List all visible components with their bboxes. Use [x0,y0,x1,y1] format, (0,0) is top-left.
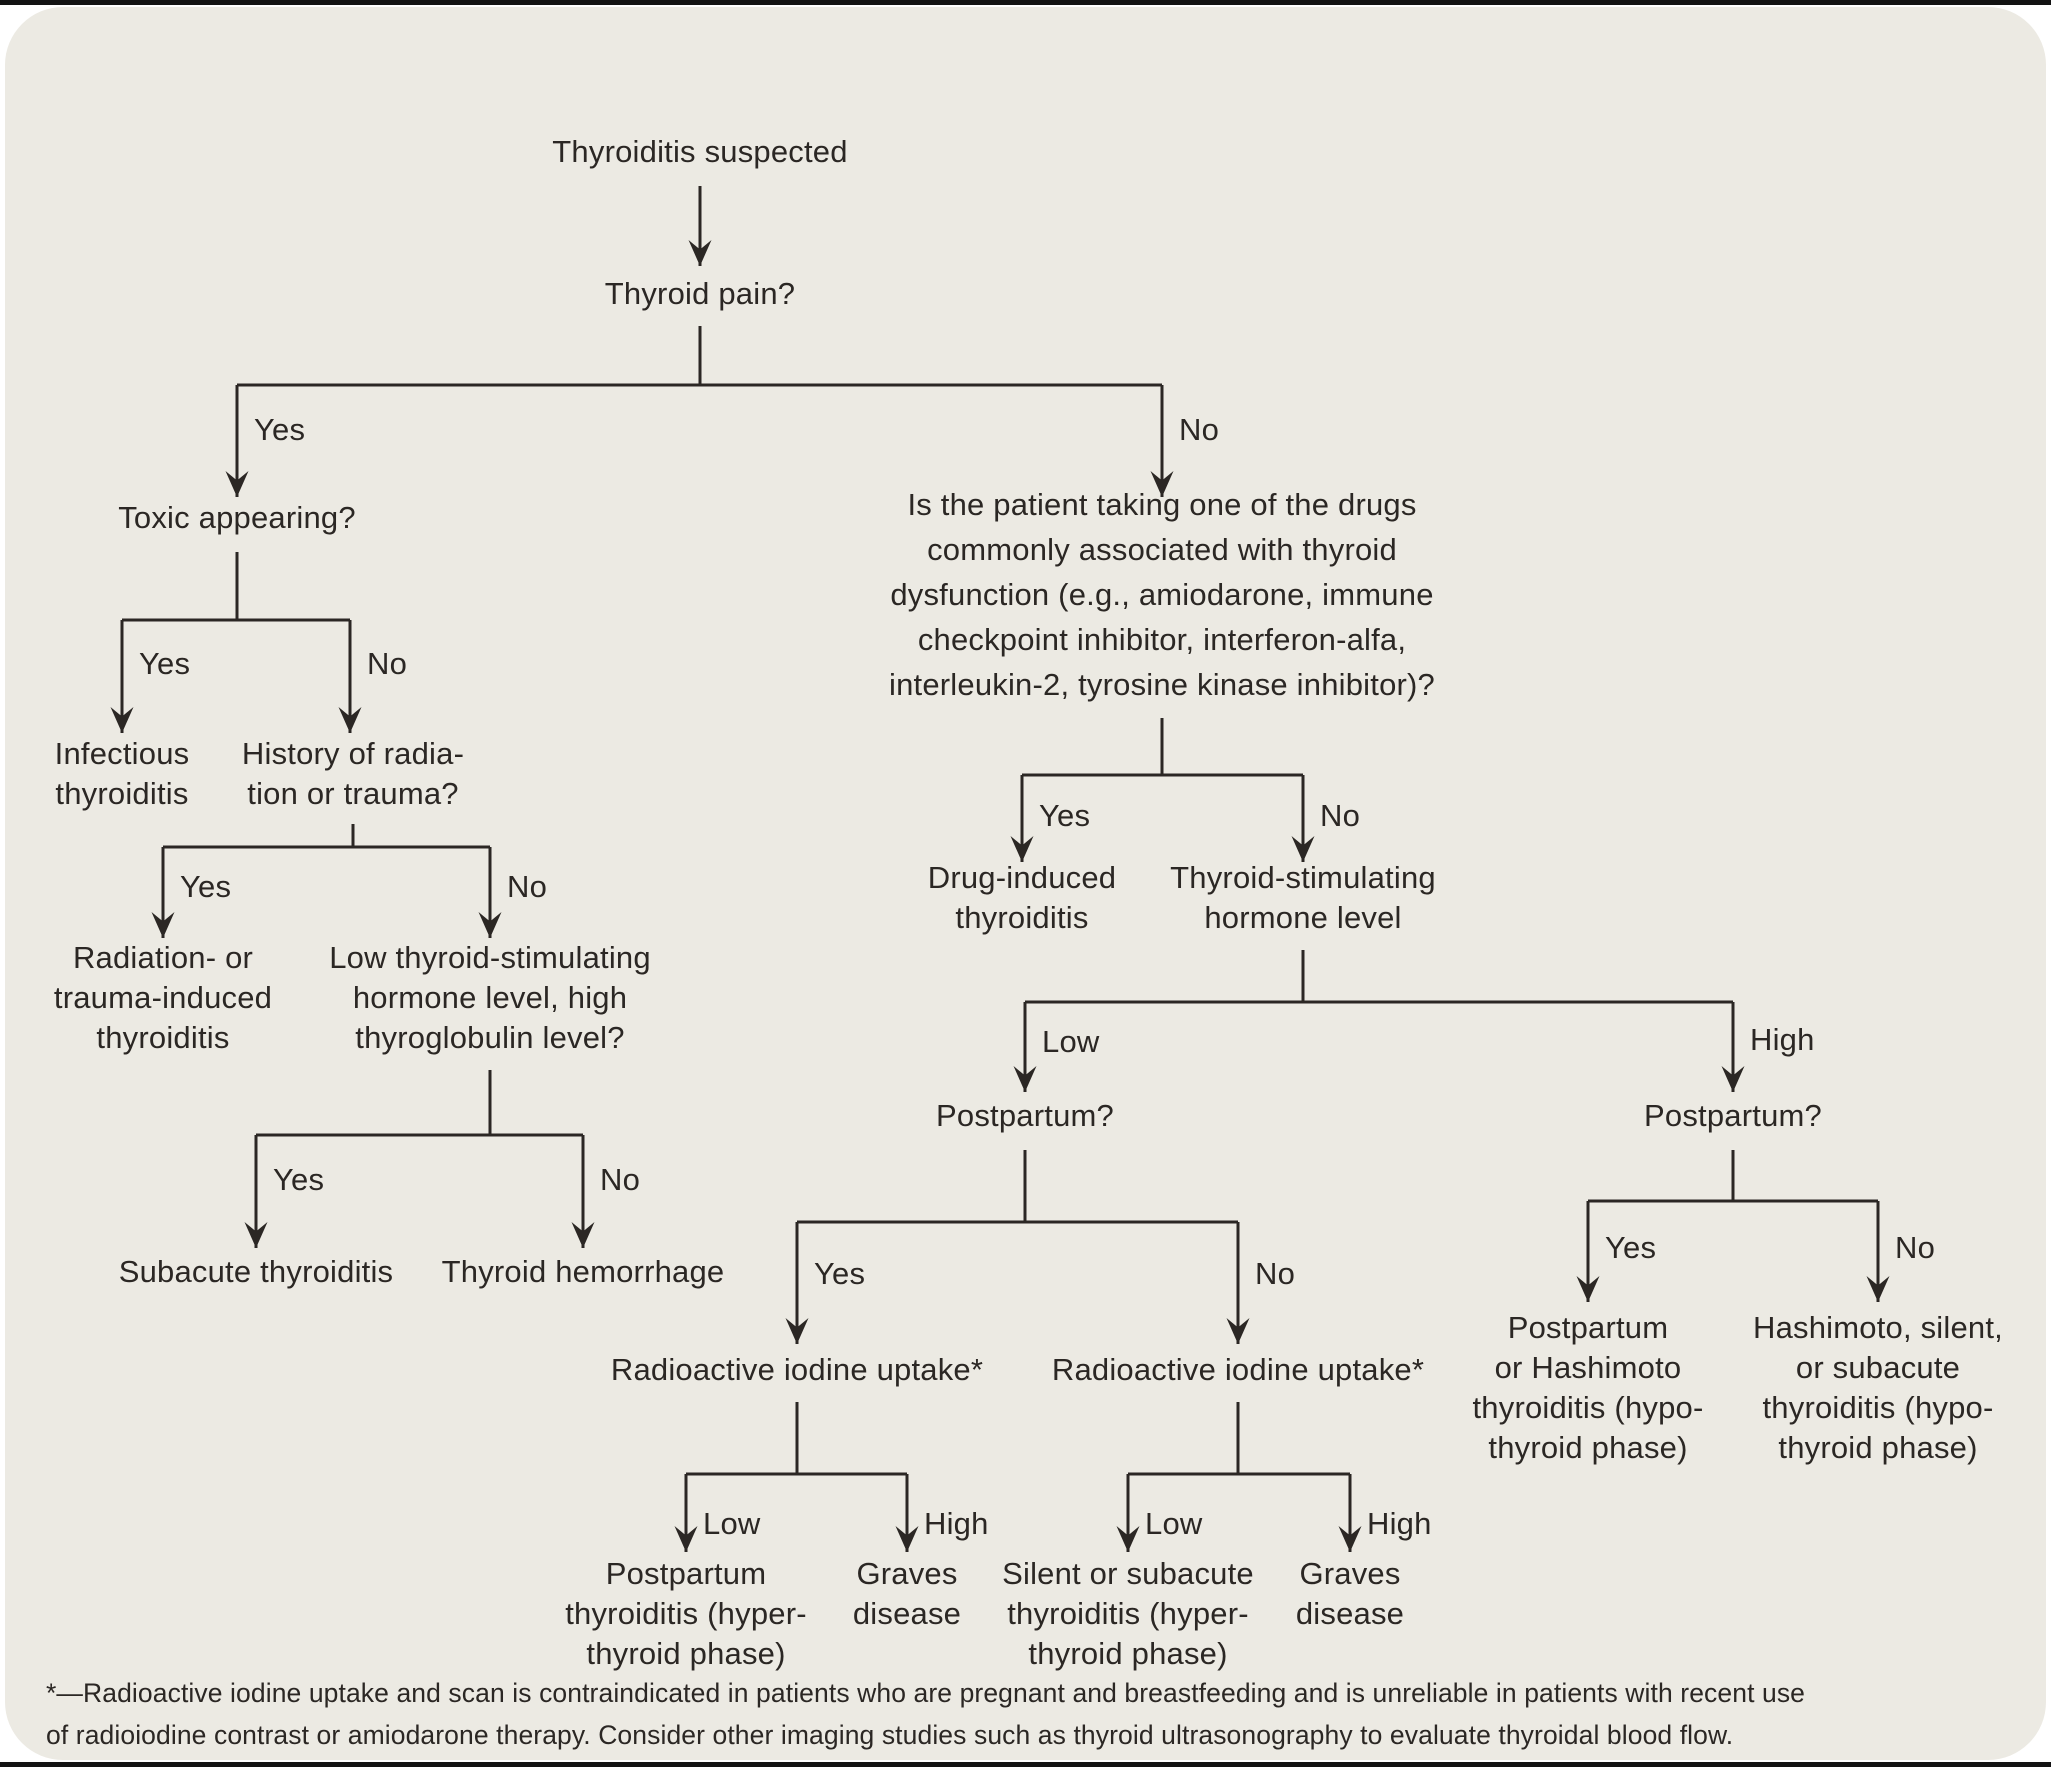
node-graves-disease-2: Graves disease [1295,1556,1405,1631]
branch-label-thyroglobulin-no: No [600,1162,641,1197]
node-postpartum-high-tsh: Postpartum? [1644,1098,1822,1133]
branch-label-history-yes: Yes [180,869,232,904]
branch-label-drug-question-yes: Yes [1039,798,1091,833]
node-hashimoto-silent-or-subacute-hypo: Hashimoto, silent, or subacute thyroiditis (hypo-thyroid phase) [1753,1310,2003,1465]
branch-label-toxic-no: No [367,646,408,681]
branch-label-postpartum-low-yes: Yes [814,1256,866,1291]
node-postpartum-thyroiditis-hyper: Postpartum thyroiditis (hyper-thyroid phase) [565,1556,807,1671]
node-drug-induced-thyroiditis: Drug-induced thyroiditis [927,860,1117,935]
branch-label-tsh-high: High [1750,1022,1815,1057]
branch-label-raiu-left-high: High [924,1506,989,1541]
footnote-line-2: of radioiodine contrast or amiodarone therapy. Consider other imaging studies such as thyroid ultrasonography to evaluate thyroidal blood flow. [46,1720,1734,1750]
node-toxic-appearing: Toxic appearing? [118,500,356,535]
node-graves-disease-1: Graves disease [852,1556,962,1631]
branch-label-postpartum-low-no: No [1255,1256,1296,1291]
branch-label-toxic-yes: Yes [139,646,191,681]
node-tsh-level: Thyroid-stimulating hormone level [1170,860,1436,935]
branch-label-raiu-left-low: Low [703,1506,761,1541]
node-history-radiation-trauma: History of radia-tion or trauma? [241,736,465,811]
branch-label-history-no: No [507,869,548,904]
node-radiation-trauma-induced-thyroiditis: Radiation- or trauma-induced thyroiditis [53,940,273,1055]
node-thyroid-hemorrhage: Thyroid hemorrhage [441,1254,725,1289]
footnote [46,1672,2010,1756]
node-drug-question: Is the patient taking one of the drugs commonly associated with thyroid dysfunction (e.g., amiodarone, immune checkpoint inhibitor, interferon-alfa, interleukin-2, tyrosine kinase inhibitor)? [889,487,1435,702]
branch-label-pain-yes: Yes [254,412,306,447]
branch-label-pain-no: No [1179,412,1220,447]
branch-label-thyroglobulin-yes: Yes [273,1162,325,1197]
branch-label-raiu-right-low: Low [1145,1506,1203,1541]
node-postpartum-or-hashimoto-hypo: Postpartum or Hashimoto thyroiditis (hypo-thyroid phase) [1472,1310,1704,1465]
node-low-tsh-high-thyroglobulin: Low thyroid-stimulating hormone level, high thyroglobulin level? [329,940,651,1055]
bottom-rule [0,1762,2051,1767]
node-thyroid-pain: Thyroid pain? [604,276,796,311]
node-postpartum-low-tsh: Postpartum? [936,1098,1114,1133]
node-radioactive-iodine-uptake-postpartum-no: Radioactive iodine uptake* [1051,1352,1425,1387]
branch-label-postpartum-high-no: No [1895,1230,1936,1265]
footnote-line-1: *—Radioactive iodine uptake and scan is contraindicated in patients who are pregnant and breastfeeding and is unreliable in patients with recent use [46,1678,1806,1708]
branch-label-drug-question-no: No [1320,798,1361,833]
branch-label-postpartum-high-yes: Yes [1605,1230,1657,1265]
branch-label-raiu-right-high: High [1367,1506,1432,1541]
node-infectious-thyroiditis: Infectious thyroiditis [54,736,190,811]
node-thyroiditis-suspected: Thyroiditis suspected [552,134,848,169]
node-subacute-thyroiditis: Subacute thyroiditis [118,1254,394,1289]
node-radioactive-iodine-uptake-postpartum-yes: Radioactive iodine uptake* [610,1352,984,1387]
node-silent-or-subacute-thyroiditis-hyper: Silent or subacute thyroiditis (hyper-thyroid phase) [1002,1556,1254,1671]
branch-label-tsh-low: Low [1042,1024,1100,1059]
